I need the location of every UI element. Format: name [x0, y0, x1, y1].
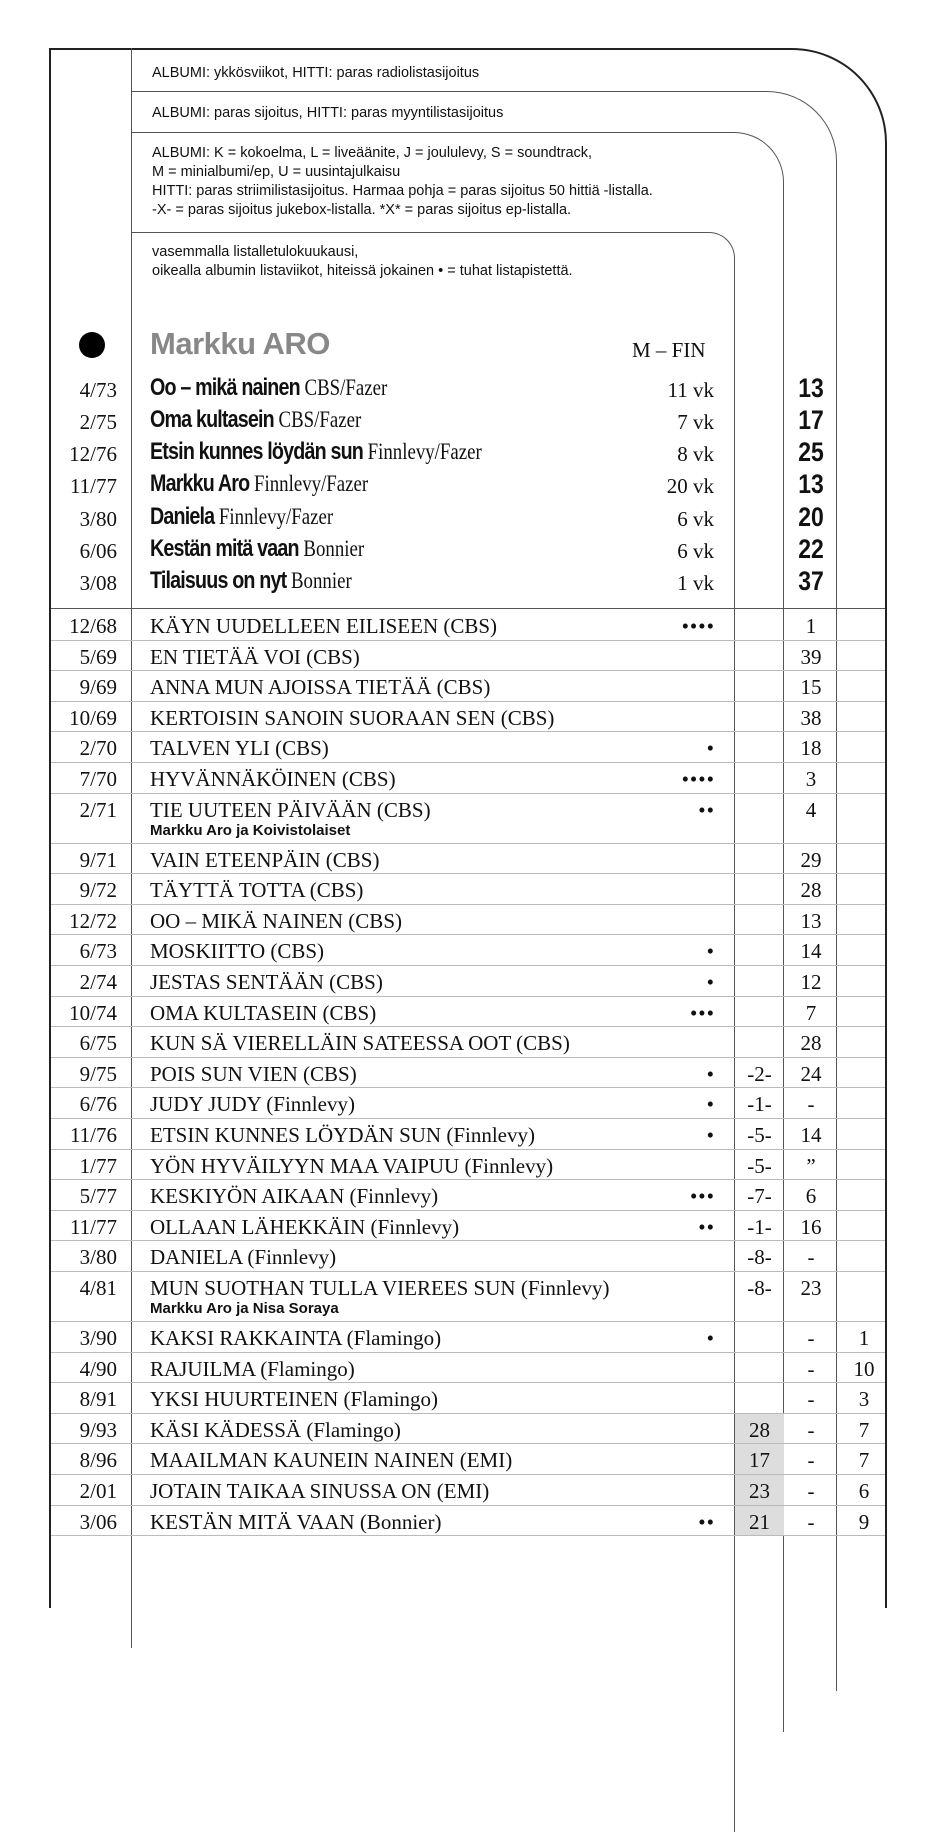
song-points: •	[706, 970, 715, 994]
song-row	[51, 1506, 885, 1537]
song-sales-peak: -	[807, 1092, 815, 1117]
song-points: •	[706, 736, 715, 761]
song-points: ••	[698, 1214, 715, 1239]
song-sales-peak: 1	[805, 614, 817, 638]
song-credit: Markku Aro ja Nisa Soraya	[150, 1300, 339, 1317]
song-radio-peak: 9	[858, 1509, 870, 1534]
song-row	[51, 671, 885, 702]
song-title: OMA KULTASEIN (CBS)	[150, 1000, 377, 1025]
song-stream-jukebox: -1-	[747, 1214, 772, 1239]
album-row	[0, 372, 945, 404]
album-date: 6/06	[79, 539, 117, 563]
song-date: 12/72	[69, 908, 117, 933]
song-date: 2/74	[79, 970, 117, 994]
song-points: •	[706, 939, 715, 964]
album-label: CBS/Fazer	[304, 375, 388, 400]
song-date: 4/81	[79, 1276, 117, 1300]
song-date: 3/90	[79, 1326, 117, 1350]
song-title: KUN SÄ VIERELLÄIN SATEESSA OOT (CBS)	[150, 1031, 570, 1056]
song-title: EN TIETÄÄ VOI (CBS)	[150, 644, 360, 669]
legend-text: ALBUMI: K = kokoelma, L = liveäänite, J = joululevy, S = soundtrack,	[152, 145, 593, 161]
song-points: •	[706, 1061, 715, 1086]
song-points: •••	[689, 1000, 715, 1025]
song-sales-peak: 4	[805, 797, 817, 822]
song-date: 2/70	[79, 736, 117, 761]
legend-text: -X- = paras sijoitus jukebox-listalla. *X* = paras sijoitus ep-listalla.	[152, 202, 572, 218]
album-title	[150, 567, 352, 595]
song-stream-jukebox: -5-	[747, 1153, 772, 1178]
song-title: RAJUILMA (Flamingo)	[150, 1356, 355, 1381]
song-title: YKSI HUURTEINEN (Flamingo)	[150, 1387, 439, 1412]
song-title: HYVÄNNÄKÖINEN (CBS)	[150, 767, 396, 791]
song-stream-jukebox: -8-	[747, 1276, 772, 1300]
song-row	[51, 935, 885, 966]
song-stream-jukebox: -2-	[747, 1061, 772, 1086]
song-row	[51, 610, 885, 641]
album-weeks: 6 vk	[677, 507, 714, 531]
song-radio-peak: 3	[858, 1387, 870, 1412]
song-date: 8/96	[79, 1448, 117, 1473]
song-title: KESKIYÖN AIKAAN (Finnlevy)	[150, 1184, 439, 1209]
song-sales-peak: 13	[800, 908, 822, 933]
album-row	[0, 468, 945, 500]
album-title	[150, 438, 482, 466]
album-row	[0, 501, 945, 533]
song-date: 5/69	[79, 644, 117, 669]
song-row	[51, 1211, 885, 1242]
album-weeks: 1 vk	[677, 571, 714, 595]
song-stream-jukebox: 23	[735, 1475, 784, 1505]
song-sales-peak: 38	[800, 705, 822, 730]
song-date: 6/76	[79, 1092, 117, 1117]
song-title: KÄSI KÄDESSÄ (Flamingo)	[150, 1417, 401, 1442]
song-sales-peak: ”	[806, 1153, 816, 1178]
song-stream-jukebox: -8-	[747, 1245, 772, 1270]
song-sales-peak: -	[807, 1448, 815, 1473]
song-credit: Markku Aro ja Koivistolaiset	[150, 821, 351, 839]
song-row	[51, 874, 885, 905]
album-weeks: 7 vk	[677, 410, 714, 434]
song-points: •	[706, 1092, 715, 1117]
song-title: ANNA MUN AJOISSA TIETÄÄ (CBS)	[150, 675, 491, 700]
song-radio-peak: 6	[858, 1479, 870, 1503]
song-title: KÄYN UUDELLEEN EILISEEN (CBS)	[150, 614, 498, 638]
song-row	[51, 1414, 885, 1445]
song-title: OO – MIKÄ NAINEN (CBS)	[150, 908, 402, 933]
song-stream-jukebox: -1-	[747, 1092, 772, 1117]
song-date: 9/75	[79, 1061, 117, 1086]
album-weeks: 8 vk	[677, 442, 714, 466]
album-title-text: Kestän mitä vaan	[150, 535, 299, 562]
song-sales-peak: 3	[805, 767, 817, 791]
album-weeks: 6 vk	[677, 539, 714, 563]
song-row	[51, 844, 885, 875]
song-points: ••••	[681, 614, 715, 638]
song-stream-jukebox: -7-	[747, 1184, 772, 1209]
song-points: •••	[689, 1184, 715, 1209]
song-row	[51, 702, 885, 733]
song-row	[51, 1241, 885, 1272]
song-sales-peak: 28	[800, 878, 822, 903]
album-weeks: 20 vk	[666, 474, 714, 498]
song-date: 8/91	[79, 1387, 117, 1412]
song-radio-peak: 1	[858, 1326, 870, 1350]
song-radio-peak: 10	[853, 1356, 875, 1381]
album-title-text: Etsin kunnes löydän sun	[150, 438, 363, 465]
song-row	[51, 794, 885, 844]
song-row	[51, 1150, 885, 1181]
album-peak: 20	[798, 502, 824, 532]
album-row	[0, 565, 945, 597]
song-title: MOSKIITTO (CBS)	[150, 939, 325, 964]
song-row	[51, 641, 885, 672]
song-row	[51, 1353, 885, 1384]
song-title: OLLAAN LÄHEKKÄIN (Finnlevy)	[150, 1214, 460, 1239]
album-label: CBS/Fazer	[278, 407, 362, 432]
song-title: KERTOISIN SANOIN SUORAAN SEN (CBS)	[150, 705, 555, 730]
album-weeks: 11 vk	[667, 378, 714, 402]
song-sales-peak: 29	[800, 847, 822, 872]
album-label: Finnlevy/Fazer	[367, 439, 482, 464]
song-date: 9/69	[79, 675, 117, 700]
album-date: 4/73	[79, 378, 117, 402]
song-radio-peak: 7	[858, 1448, 870, 1473]
song-date: 9/93	[79, 1417, 117, 1442]
song-title: JESTAS SENTÄÄN (CBS)	[150, 970, 383, 994]
album-peak: 25	[798, 437, 824, 467]
album-date: 3/08	[79, 571, 117, 595]
legend-text: M = minialbumi/ep, U = uusintajulkaisu	[152, 164, 401, 180]
album-title-text: Markku Aro	[150, 470, 250, 497]
song-title: KAKSI RAKKAINTA (Flamingo)	[150, 1326, 442, 1350]
song-sales-peak: -	[807, 1245, 815, 1270]
song-sales-peak: 6	[805, 1184, 817, 1209]
song-sales-peak: 24	[800, 1061, 822, 1086]
legend-text: oikealla albumin listaviikot, hiteissä jokainen • = tuhat listapistettä.	[152, 263, 573, 279]
album-row	[0, 533, 945, 565]
song-title: VAIN ETEENPÄIN (CBS)	[150, 847, 380, 872]
album-title	[150, 470, 368, 498]
song-points: ••••	[681, 767, 715, 791]
legend-text: HITTI: paras striimilistasijoitus. Harmaa pohja = paras sijoitus 50 hittiä -listalla.	[152, 183, 653, 199]
song-date: 6/73	[79, 939, 117, 964]
album-date: 11/77	[69, 474, 117, 498]
song-stream-jukebox: -5-	[747, 1123, 772, 1147]
song-date: 10/74	[69, 1000, 117, 1025]
album-peak: 22	[798, 534, 824, 564]
song-row	[51, 905, 885, 936]
artist-name: Markku ARO	[150, 326, 330, 361]
song-row	[51, 1272, 885, 1322]
song-title: MAAILMAN KAUNEIN NAINEN (EMI)	[150, 1448, 513, 1473]
legend-block-3	[152, 144, 653, 220]
song-sales-peak: -	[807, 1479, 815, 1503]
artist-meta: M – FIN	[632, 338, 706, 362]
album-label: Finnlevy/Fazer	[253, 471, 369, 496]
album-title	[150, 503, 333, 531]
song-points: ••	[698, 797, 715, 822]
legend-line-2: ALBUMI: paras sijoitus, HITTI: paras myyntilistasijoitus	[152, 105, 504, 121]
song-title: MUN SUOTHAN TULLA VIEREES SUN (Finnlevy)	[150, 1276, 610, 1300]
song-title: TIE UUTEEN PÄIVÄÄN (CBS)	[150, 797, 431, 822]
song-row	[51, 763, 885, 794]
song-date: 9/72	[79, 878, 117, 903]
song-title: ETSIN KUNNES LÖYDÄN SUN (Finnlevy)	[150, 1123, 535, 1147]
song-radio-peak: 7	[858, 1417, 870, 1442]
song-date: 6/75	[79, 1031, 117, 1056]
song-sales-peak: 12	[800, 970, 822, 994]
album-row	[0, 404, 945, 436]
song-date: 9/71	[79, 847, 117, 872]
song-sales-peak: 7	[805, 1000, 817, 1025]
section-divider	[51, 608, 885, 609]
song-title: JUDY JUDY (Finnlevy)	[150, 1092, 355, 1117]
song-title: TALVEN YLI (CBS)	[150, 736, 329, 761]
legend-text: vasemmalla listalletulokuukausi,	[152, 244, 359, 260]
song-stream-jukebox: 28	[735, 1414, 784, 1444]
song-row	[51, 1058, 885, 1089]
song-date: 11/76	[69, 1123, 117, 1147]
album-title-text: Oo – mikä nainen	[150, 374, 300, 401]
song-row	[51, 1475, 885, 1506]
song-sales-peak: -	[807, 1509, 815, 1534]
song-row	[51, 1027, 885, 1058]
album-peak: 37	[798, 566, 824, 596]
album-title	[150, 535, 364, 563]
song-points: •	[706, 1123, 715, 1147]
album-row	[0, 436, 945, 468]
song-sales-peak: 14	[800, 1123, 822, 1147]
song-date: 3/80	[79, 1245, 117, 1270]
song-row	[51, 966, 885, 997]
song-date: 1/77	[79, 1153, 117, 1178]
song-date: 12/68	[69, 614, 117, 638]
song-sales-peak: -	[807, 1387, 815, 1412]
song-title: TÄYTTÄ TOTTA (CBS)	[150, 878, 364, 903]
song-date: 5/77	[79, 1184, 117, 1209]
legend-block-4	[152, 243, 573, 281]
album-peak: 13	[798, 469, 824, 499]
album-label: Bonnier	[290, 568, 352, 593]
song-stream-jukebox: 17	[735, 1444, 784, 1474]
artist-bullet-icon	[79, 332, 105, 358]
song-sales-peak: 14	[800, 939, 822, 964]
song-row	[51, 732, 885, 763]
album-peak: 13	[798, 373, 824, 403]
song-sales-peak: 15	[800, 675, 822, 700]
song-stream-jukebox: 21	[735, 1506, 784, 1536]
song-title: YÖN HYVÄILYYN MAA VAIPUU (Finnlevy)	[150, 1153, 554, 1178]
album-title	[150, 374, 387, 402]
song-points: •	[706, 1326, 715, 1350]
song-sales-peak: -	[807, 1356, 815, 1381]
song-sales-peak: 16	[800, 1214, 822, 1239]
album-title	[150, 406, 361, 434]
album-label: Finnlevy/Fazer	[218, 504, 334, 529]
song-date: 2/71	[79, 797, 117, 822]
legend-line-1: ALBUMI: ykkösviikot, HITTI: paras radiolistasijoitus	[152, 65, 480, 81]
song-points: ••	[698, 1509, 715, 1534]
album-label: Bonnier	[303, 536, 365, 561]
song-row	[51, 1383, 885, 1414]
song-sales-peak: -	[807, 1417, 815, 1442]
album-date: 3/80	[79, 507, 117, 531]
song-title: KESTÄN MITÄ VAAN (Bonnier)	[150, 1509, 442, 1534]
song-date: 4/90	[79, 1356, 117, 1381]
song-date: 10/69	[69, 705, 117, 730]
album-title-text: Tilaisuus on nyt	[150, 567, 287, 594]
album-peak: 17	[798, 405, 824, 435]
song-date: 11/77	[69, 1214, 117, 1239]
album-title-text: Daniela	[150, 503, 215, 530]
song-title: POIS SUN VIEN (CBS)	[150, 1061, 357, 1086]
song-row	[51, 1119, 885, 1150]
song-date: 3/06	[79, 1509, 117, 1534]
album-date: 12/76	[69, 442, 117, 466]
song-title: DANIELA (Finnlevy)	[150, 1245, 337, 1270]
song-sales-peak: 28	[800, 1031, 822, 1056]
album-title-text: Oma kultasein	[150, 406, 274, 433]
song-date: 2/01	[79, 1479, 117, 1503]
song-row	[51, 1088, 885, 1119]
song-row	[51, 1444, 885, 1475]
song-sales-peak: -	[807, 1326, 815, 1350]
album-date: 2/75	[79, 410, 117, 434]
song-title: JOTAIN TAIKAA SINUSSA ON (EMI)	[150, 1479, 490, 1503]
song-date: 7/70	[79, 767, 117, 791]
song-sales-peak: 23	[800, 1276, 822, 1300]
song-row	[51, 997, 885, 1028]
song-row	[51, 1322, 885, 1353]
song-row	[51, 1180, 885, 1211]
song-sales-peak: 18	[800, 736, 822, 761]
song-sales-peak: 39	[800, 644, 822, 669]
